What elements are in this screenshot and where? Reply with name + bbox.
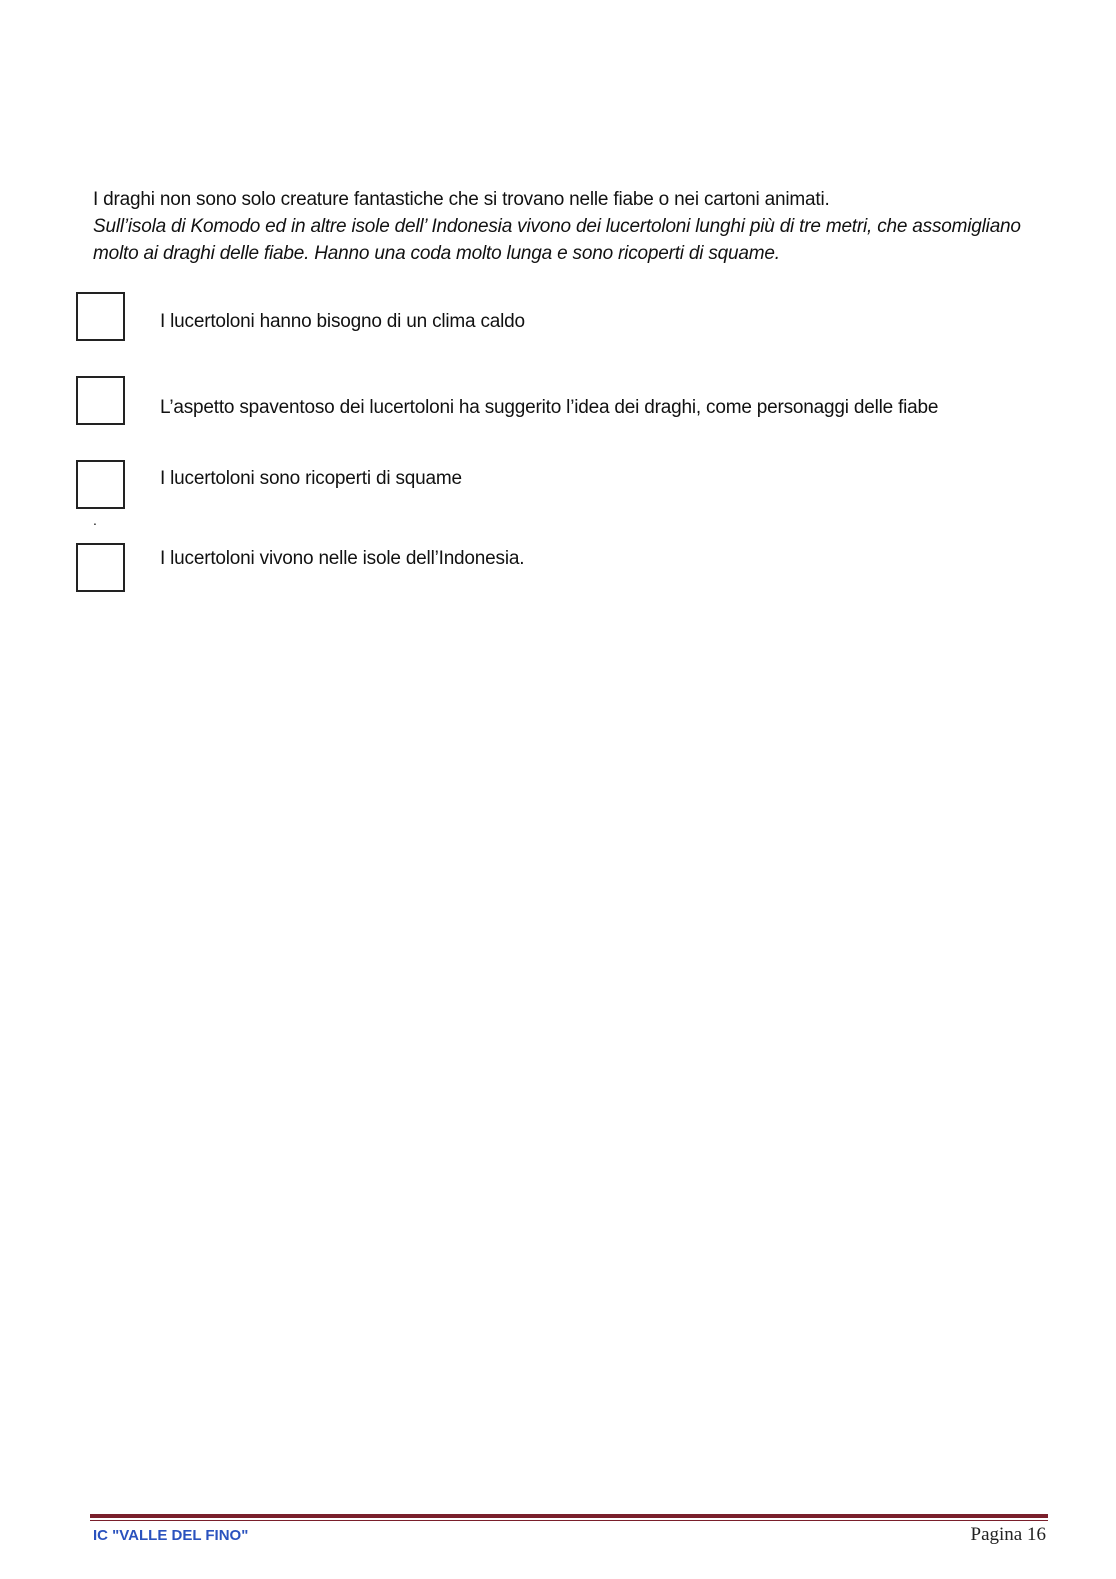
option-3-checkbox[interactable]: [76, 460, 125, 509]
option-1-checkbox[interactable]: [76, 292, 125, 341]
option-2-checkbox[interactable]: [76, 376, 125, 425]
footer-rule-thin: [90, 1520, 1048, 1521]
intro-italic-text: Sull’isola di Komodo ed in altre isole dell’ Indonesia vivono dei lucertoloni lunghi più di tre metri, che assomigliano molto ai draghi delle fiabe. Hanno una coda molto lunga e sono ricoperti di squame.: [93, 216, 1021, 264]
footer-school-name: IC "VALLE DEL FINO": [93, 1527, 249, 1544]
option-3-label: I lucertoloni sono ricoperti di squame: [160, 468, 462, 489]
option-2-label: L’aspetto spaventoso dei lucertoloni ha suggerito l’idea dei draghi, come personaggi delle fiabe: [160, 397, 939, 418]
option-4-checkbox[interactable]: [76, 543, 125, 592]
intro-line: I draghi non sono solo creature fantastiche che si trovano nelle fiabe o nei cartoni animati.: [93, 189, 830, 210]
option-1-label: I lucertoloni hanno bisogno di un clima caldo: [160, 311, 525, 332]
option-4-label: I lucertoloni vivono nelle isole dell’Indonesia.: [160, 548, 525, 569]
option-1: [76, 292, 1036, 344]
intro-paragraph: [93, 186, 1033, 267]
option-4: [76, 543, 1036, 595]
stray-dot: .: [93, 512, 97, 528]
option-3: [76, 460, 1036, 512]
footer-page-number: Pagina 16: [970, 1524, 1046, 1545]
option-2: [76, 376, 1036, 428]
footer-rule: [90, 1514, 1048, 1518]
